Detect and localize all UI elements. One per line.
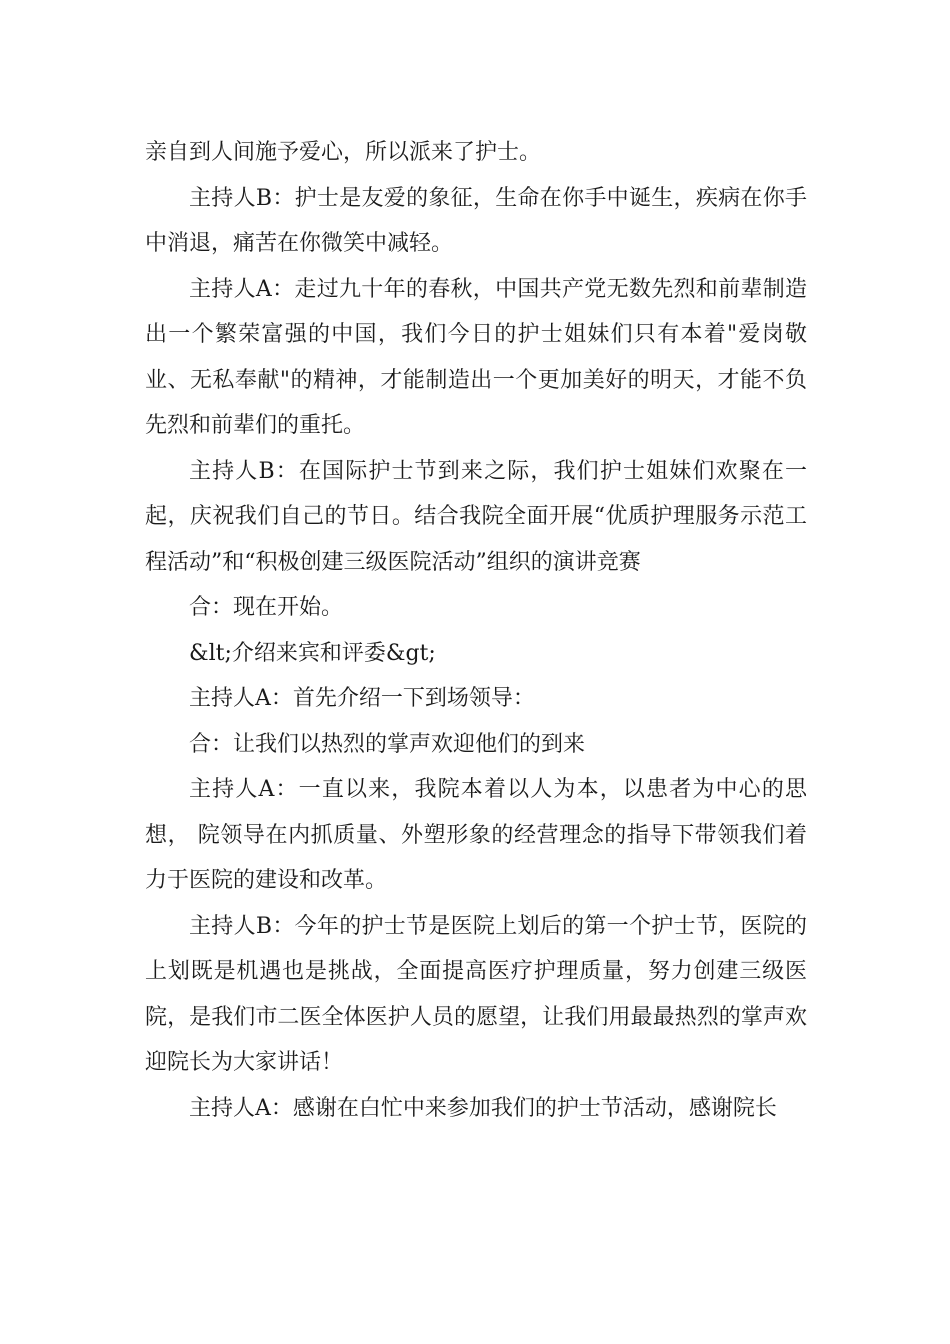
paragraph-10: 主持人B：今年的护士节是医院上划后的第一个护士节，医院的上划既是机遇也是挑战，全面提高医疗护理质量，努力创建三级医院，是我们市二医全体医护人员的愿望，让我们用最最热烈的掌声欢迎院长为大家讲话！ xyxy=(145,913,807,1075)
paragraph-6: &lt;介绍来宾和评委&gt; xyxy=(189,640,436,666)
paragraph-3: 主持人A：走过九十年的春秋，中国共产党无数先烈和前辈制造出一个繁荣富强的中国，我们今日的护士姐妹们只有本着"爱岗敬业、无私奉献"的精神，才能制造出一个更加美好的明天，才能不负先烈和前辈们的重托。 xyxy=(145,276,807,438)
paragraph-1: 亲自到人间施予爱心，所以派来了护士。 xyxy=(145,140,542,165)
paragraph-7: 主持人A：首先介绍一下到场领导： xyxy=(189,686,535,711)
document-body xyxy=(145,130,807,1131)
paragraph-5: 合：现在开始。 xyxy=(189,595,344,620)
paragraph-4: 主持人B：在国际护士节到来之际，我们护士姐妹们欢聚在一起，庆祝我们自己的节日。结合我院全面开展“优质护理服务示范工程活动”和“积极创建三级医院活动”组织的演讲竞赛 xyxy=(145,458,807,575)
paragraph-2: 主持人B：护士是友爱的象征，生命在你手中诞生，疾病在你手中消退，痛苦在你微笑中减轻。 xyxy=(145,185,807,256)
paragraph-8: 合：让我们以热烈的掌声欢迎他们的到来 xyxy=(189,731,586,757)
paragraph-9: 主持人A：一直以来，我院本着以人为本，以患者为中心的思想， 院领导在内抓质量、外塑形象的经营理念的指导下带领我们着力于医院的建设和改革。 xyxy=(145,777,807,893)
paragraph-11: 主持人A：感谢在白忙中来参加我们的护士节活动，感谢院长 xyxy=(189,1095,777,1121)
